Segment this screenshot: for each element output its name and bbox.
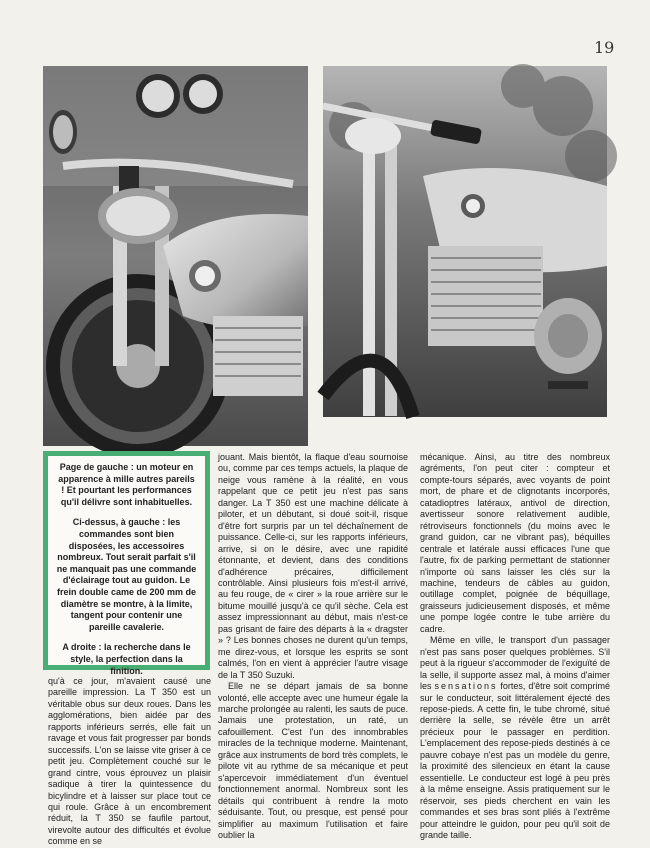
caption-paragraph-3: A droite : la recherche dans le style, la perfection dans la finition. <box>62 642 191 676</box>
article-column-3 <box>420 452 610 841</box>
column-3-spaced-word: sensations <box>434 681 498 692</box>
column-1-paragraph-1: qu'à ce jour, m'avaient causé une pareille impression. La T 350 est un véritable obus sur deux roues. Dans les agglomérations, bien aidée par des rapports inférieurs serrés, elle fait un ravage et vous fait progresser par bonds successifs. L'on se laisse vite griser à ce petit jeu. Complètement couché sur le grand cintre, vous éprouvez un plaisir sadique à tirer la quintessence du bicylindre et à laisser sur place tout ce qui roule. Grâce à un encombrement réduit, la T 350 se faufile partout, virevolte autour des difficultés et évolue comme en se <box>48 676 211 847</box>
motorcycle-photo-right-image <box>323 66 607 417</box>
caption-paragraph-2: Ci-dessus, à gauche : les commandes sont bien disposées, les accessoires nombreux. Tout serait parfait s'il ne manquait pas une commande d'éclairage tout au guidon. Le frein double came de 200 mm de diamètre se montre, à la limite, tangent pour contenir une pareille cavalerie. <box>56 517 197 632</box>
photo-left-motorcycle <box>43 66 308 446</box>
article-column-1 <box>48 676 211 848</box>
photo-right-motorcycle <box>323 66 607 417</box>
page-number: 19 <box>594 38 615 57</box>
caption-box <box>43 451 210 676</box>
article-column-2 <box>218 452 408 841</box>
column-3-paragraph-2-end: fortes, d'être soit comprimé sur le conducteur, soit littéralement éjecté des repose-pieds. A cette fin, le tube chromé, situé derrière la selle, se révèle être un arrêt précieux pour le passager en perdition. L'emplacement des repose-pieds destinés à ce pauvre cobaye n'est pas un modèle du genre, la proximité des silencieux en étant la cause essentielle. Le conducteur est logé à peu près à la même enseigne. Assis pratiquement sur le réservoir, ses pieds cherchent en vain les commandes et ses bras sont pliés à l'extrême pour atteindre le guidon, pour peu qu'il soit de grande taille. <box>420 681 610 840</box>
column-2-paragraph-2: Elle ne se départ jamais de sa bonne volonté, elle accepte avec une humeur égale la marche prolongée au ralenti, les sauts de puce. Jamais une protestation, un raté, un cafouillement. C'est l'un des innombrables miracles de la technique moderne. Maintenant, grâce aux instruments de bord très complets, le pilote vit au rythme de sa mécanique et peut s'apercevoir immédiatement d'un éventuel fonctionnement anormal. Nombreux sont les détails qui contribuent à rendre la moto séduisante. Tout, ou presque, est pensé pour simplifier au maximum l'utilisation et faire oublier la <box>218 681 408 840</box>
column-3-paragraph-1: mécanique. Ainsi, au titre des nombreux agréments, l'on peut citer : compteur et compte-tours séparés, avec voyants de point mort, de phare et de clignotants incorporés, catadioptres latéraux, antivol de direction, avertisseur sonore relativement audible, rétroviseurs fonctionnels (du moins avec le grand guidon, car ne vibrant pas), béquilles centrale et latérale aussi efficaces l'une que l'autre, fix de parking permettant de stationner n'importe où sans laisser les clés sur la machine, tendeurs de câbles au guidon, outillage complet, poignée de béquillage, graisseurs judicieusement disposés, et même une pompe logée contre le tube arrière du cadre. <box>420 452 610 634</box>
motorcycle-photo-left-image <box>43 66 308 446</box>
column-2-paragraph-1: jouant. Mais bientôt, la flaque d'eau sournoise ou, comme par ces temps actuels, la plaque de neige vous ramène à la réalité, en vous rappelant que ce petit jeu n'est pas sans danger. La T 350 est une machine délicate à piloter, et un débutant, si doué soit-il, risque d'être fort surpris par un tel déchaînement de puissance. Celle-ci, sur les rapports inférieurs, arrive, si on le désire, avec une rapidité étonnante, et devient, dans des conditions d'adhérence précaires, difficilement contrôlable. Ainsi plusieurs fois m'est-il arrivé, au feu rouge, de « cirer » la roue arrière sur le bitume mouillé jusqu'à ce qu'il sèche. Cela est assez impressionnant au début, mais n'est-ce pas grisant de faire des départs à la « dragster » ? Les bonnes choses ne durent qu'un temps, me direz-vous, et lorsque les esprits se sont calmés, l'on en vient à apprécier l'autre visage de la T 350 Suzuki. <box>218 452 408 680</box>
column-3-paragraph-2 <box>420 635 610 841</box>
caption-paragraph-1: Page de gauche : un moteur en apparence à mille autres pareils ! Et pourtant les performances qu'il délivre sont inhabituelles. <box>58 462 195 507</box>
column-3-paragraph-2-start: Même en ville, le transport d'un passager n'est pas sans poser quelques problèmes. S'il peut à la rigueur s'accommoder de l'exiguïté de la selle, il supporte assez mal, à moins d'aimer les <box>420 635 610 692</box>
